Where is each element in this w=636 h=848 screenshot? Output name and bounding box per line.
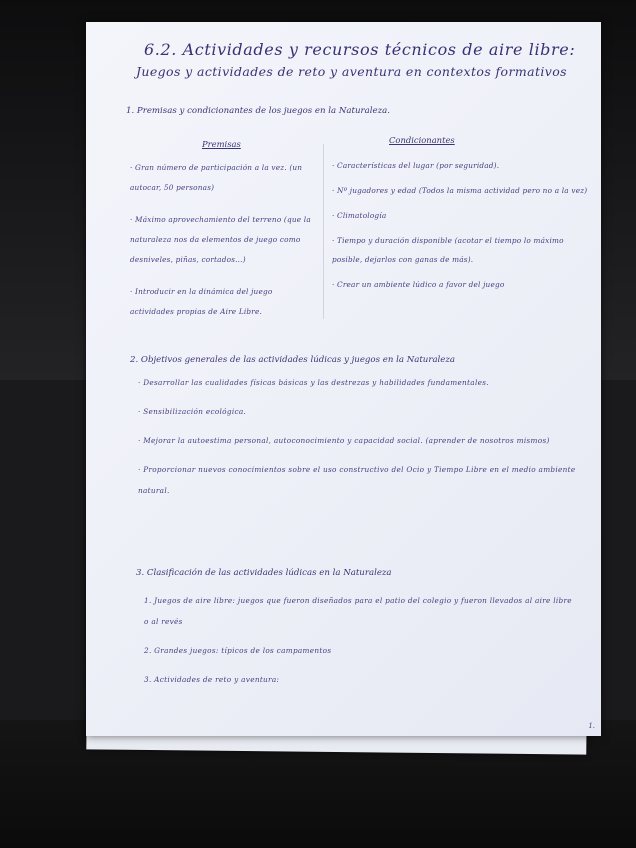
section3-list — [144, 590, 574, 698]
list-item: · Crear un ambiente lúdico a favor del juego — [332, 280, 505, 289]
condicionantes-header: Condicionantes — [389, 135, 455, 145]
list-item: 1. Juegos de aire libre: juegos que fueron diseñados para el patio del colegio y fueron llevados al aire libre o al revés — [144, 596, 572, 626]
section2-list — [138, 372, 578, 509]
premisas-header: Premisas — [202, 139, 241, 149]
list-item: 3. Actividades de reto y aventura: — [144, 675, 280, 684]
list-item: · Sensibilización ecológica. — [138, 407, 247, 416]
list-item: · Proporcionar nuevos conocimientos sobre el uso constructivo del Ocio y Tiempo Libre en el medio ambiente natural. — [138, 465, 576, 495]
list-item: · Tiempo y duración disponible (acotar el tiempo lo máximo posible, dejarlos con ganas de más). — [332, 236, 564, 264]
premisas-list — [130, 158, 318, 334]
page-subtitle: Juegos y actividades de reto y aventura en contextos formativos — [136, 64, 567, 79]
page-number: 1. — [588, 722, 595, 730]
list-item: · Máximo aprovechamiento del terreno (que la naturaleza nos da elementos de juego como desniveles, piñas, cortados...) — [130, 215, 311, 264]
list-item: 2. Grandes juegos: típicos de los campamentos — [144, 646, 332, 655]
condicionantes-list — [332, 156, 588, 306]
list-item: · Gran número de participación a la vez. (un autocar, 50 personas) — [130, 163, 303, 192]
section3-heading: 3. Clasificación de las actividades lúdicas en la Naturaleza — [136, 568, 392, 578]
list-item: · Introducir en la dinámica del juego actividades propias de Aire Libre. — [130, 287, 273, 316]
list-item: · Climatología — [332, 211, 387, 220]
list-item: · Desarrollar las cualidades físicas básicas y las destrezas y habilidades fundamentales. — [138, 378, 489, 387]
section1-heading: 1. Premisas y condicionantes de los juegos en la Naturaleza. — [126, 106, 390, 116]
page-title: 6.2. Actividades y recursos técnicos de aire libre: — [144, 40, 576, 59]
list-item: · Mejorar la autoestima personal, autoconocimiento y capacidad social. (aprender de nosotros mismos) — [138, 436, 550, 445]
section2-heading: 2. Objetivos generales de las actividades lúdicas y juegos en la Naturaleza — [130, 355, 456, 365]
list-item: · Nº jugadores y edad (Todos la misma actividad pero no a la vez) — [332, 186, 588, 195]
column-divider — [323, 144, 324, 319]
notes-page — [86, 22, 601, 736]
list-item: · Características del lugar (por seguridad). — [332, 161, 500, 170]
